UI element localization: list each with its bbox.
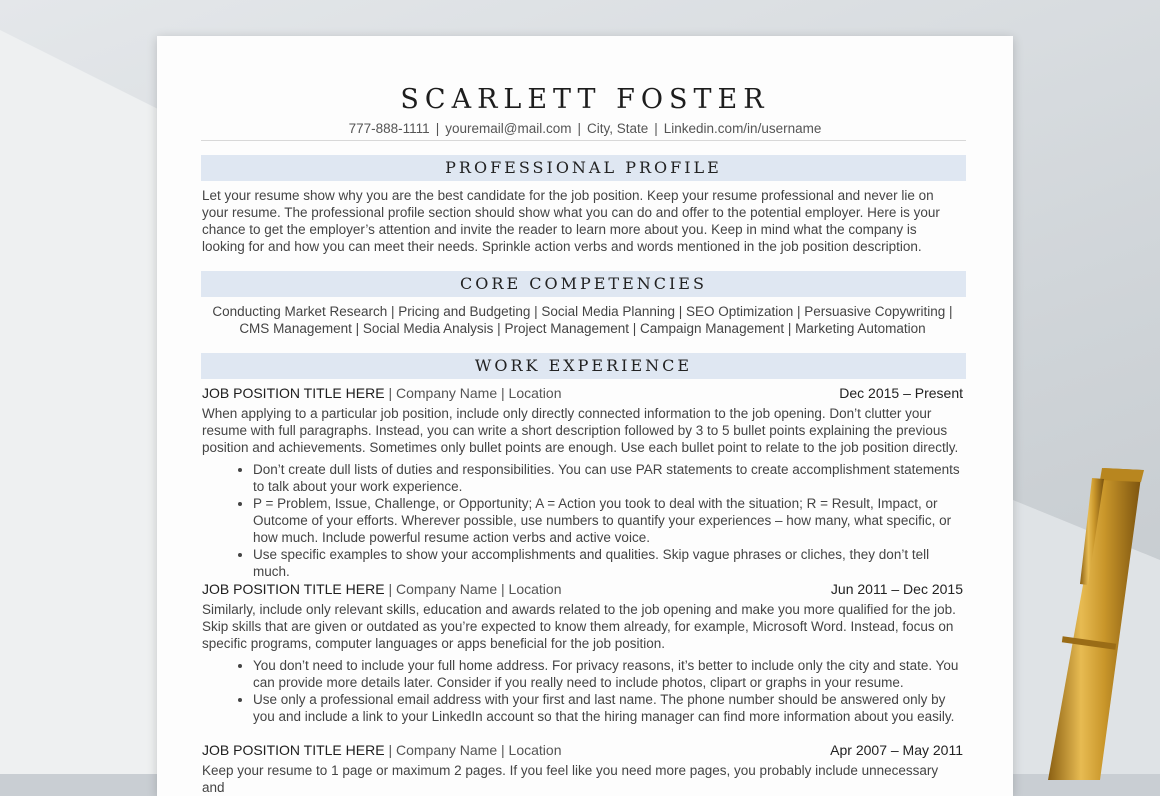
contact-email: youremail@mail.com [445,121,572,136]
contact-separator: | [435,121,440,136]
job-title: JOB POSITION TITLE HERE [202,581,385,597]
profile-text: Let your resume show why you are the best candidate for the job position. Keep your resume professional and never lie on your resume. The professional profile section should show what you can do and offer to the potential employer. Here is your chance to get the employer’s attention and invite the reader to learn more about you. Keep in mind what the company is looking for and how you can meet their needs. Sprinkle action verbs and words mentioned in the job position description. [202,188,940,254]
contact-phone: 777-888-1111 [348,121,430,136]
job-date: Dec 2015 – Present [839,385,963,401]
bullet-item: • P = Problem, Issue, Challenge, or Opportunity; A = Action you took to deal with the situation; R = Result, Impact, or Outcome of your efforts. Wherever possible, use numbers to quantify your experiences – how many, what specific, or how much. Include powerful resume action verbs and active voice. [253,495,963,546]
job-summary: Keep your resume to 1 page or maximum 2 pages. If you feel like you need more pages, you probably include unnecessary and [202,763,939,795]
job-summary: When applying to a particular job position, include only directly connected information to the job opening. Don’t clutter your resume with full paragraphs. Instead, you can write a short description followed by 3 to 5 bullet points explaining the previous position and achievements. Sometimes only bullet points are enough. Use each bullet point to relate to the job position directly. [202,406,959,455]
resume-name: SCARLETT FOSTER [400,84,770,115]
job-header [202,581,963,597]
job-bullets [202,657,963,725]
job-date: Jun 2011 – Dec 2015 [830,581,963,597]
competencies-line: CMS Management | Social Media Analysis | Project Management | Campaign Management | Marketing Automation [239,321,926,336]
job-company-location: | Company Name | Location [384,385,562,401]
job-company-location: | Company Name | Location [384,581,562,597]
bullet-item: • Use only a professional email address with your first and last name. The phone number should be answered only by you and include a link to your LinkedIn account so that the hiring manager can find more information about you easily. [253,691,963,725]
bullet-item: • Use specific examples to show your accomplishments and qualities. Skip vague phrases or cliches, they don’t tell much. [253,546,963,580]
contact-separator: | [577,121,581,136]
job-summary: Similarly, include only relevant skills, education and awards related to the job opening and make you more qualified for the job. Skip skills that are given or outdated as you’re expected to know them already, for example, Microsoft Word. Instead, focus on specific programs, computer languages or apps beneficial for the job position. [202,602,956,651]
section-heading-profile: PROFESSIONAL PROFILE [201,155,966,181]
job-bullets [202,461,963,580]
header-divider [201,140,966,141]
job-title: JOB POSITION TITLE HERE [202,742,385,758]
contact-linkedin: Linkedin.com/in/username [663,121,822,136]
resume-page [157,36,1013,796]
contact-separator: | [654,121,658,136]
job-header [202,742,963,758]
job-company-location: | Company Name | Location [384,742,562,758]
competencies-line: Conducting Market Research | Pricing and Budgeting | Social Media Planning | SEO Optimization | Persuasive Copywriting | [212,304,953,319]
contact-line [157,121,1013,136]
job-header [202,385,963,401]
job-title: JOB POSITION TITLE HERE [202,385,385,401]
section-heading-competencies: CORE COMPETENCIES [201,271,966,297]
competencies-list [202,303,963,337]
job-date: Apr 2007 – May 2011 [830,742,963,758]
contact-location: City, State [586,121,649,136]
bullet-item: • You don’t need to include your full home address. For privacy reasons, it’s better to include only the city and state. You can provide more details later. Consider if you really need to include photos, clipart or graphs in your resume. [253,657,963,691]
section-heading-experience: WORK EXPERIENCE [201,353,966,379]
bullet-item: • Don’t create dull lists of duties and responsibilities. You can use PAR statements to create accomplishment statements to talk about your work experience. [253,461,963,495]
